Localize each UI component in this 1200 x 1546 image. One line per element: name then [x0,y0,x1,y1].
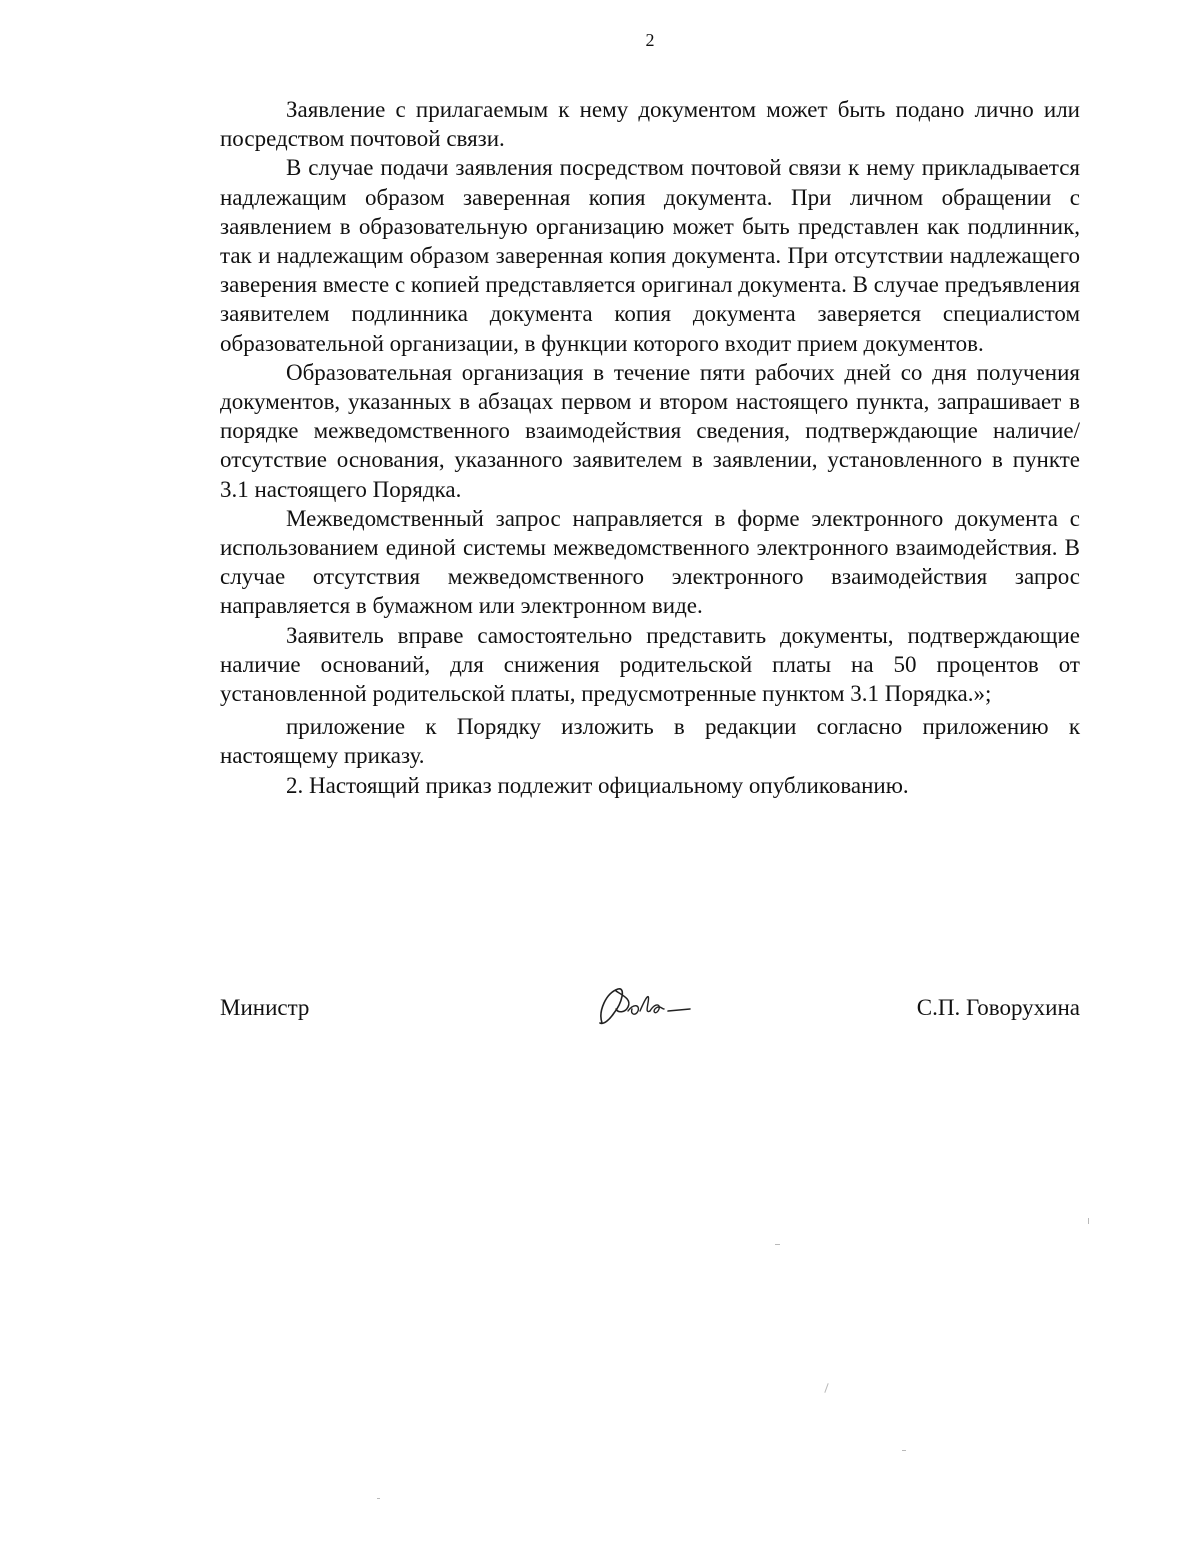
paragraph: Образовательная организация в течение пяти рабочих дней со дня получения документов, указанных в абзацах первом и втором настоящего пункта, запрашивает в порядке межведомственного взаимодействия сведения, подтверждающие наличие/отсутствие основания, указанного заявителем в заявлении, установленного в пункте 3.1 настоящего Порядка. [220,359,1080,502]
paragraph: Межведомственный запрос направляется в форме электронного документа с использованием единой системы межведомственного электронного взаимодействия. В случае отсутствия межведомственного электронного взаимодействия запрос направляется в бумажном или электронном виде. [220,505,1080,619]
scan-speck [377,1498,380,1499]
signatory-name: С.П. Говорухина [916,995,1080,1020]
scan-speck [824,1383,828,1393]
handwritten-signature [592,981,702,1031]
signatory-role: Министр [220,995,310,1020]
scan-speck [902,1450,906,1451]
document-body [220,95,1080,800]
paragraph: 2. Настоящий приказ подлежит официальному опубликованию. [286,772,909,798]
scan-speck [1088,1218,1089,1224]
paragraph: Заявление с прилагаемым к нему документом может быть подано лично или посредством почтовой связи. [220,97,1080,152]
paragraph: приложение к Порядку изложить в редакции согласно приложению к настоящему приказу. [220,714,1080,769]
signature-block [220,993,1080,1033]
page-number: 2 [645,30,655,50]
scan-speck [775,1244,780,1245]
paragraph: В случае подачи заявления посредством почтовой связи к нему прикладывается надлежащим образом заверенная копия документа. При личном обращении с заявлением в образовательную организацию может быть представлен как подлинник, так и надлежащим образом заверенная копия документа. При отсутствии надлежащего заверения вместе с копией представляется оригинал документа. В случае предъявления заявителем подлинника документа копия документа заверяется специалистом образовательной организации, в функции которого входит прием документов. [220,155,1080,356]
paragraph: Заявитель вправе самостоятельно представить документы, подтверждающие наличие оснований, для снижения родительской платы на 50 процентов от установленной родительской платы, предусмотренные пунктом 3.1 Порядка.»; [220,622,1080,707]
